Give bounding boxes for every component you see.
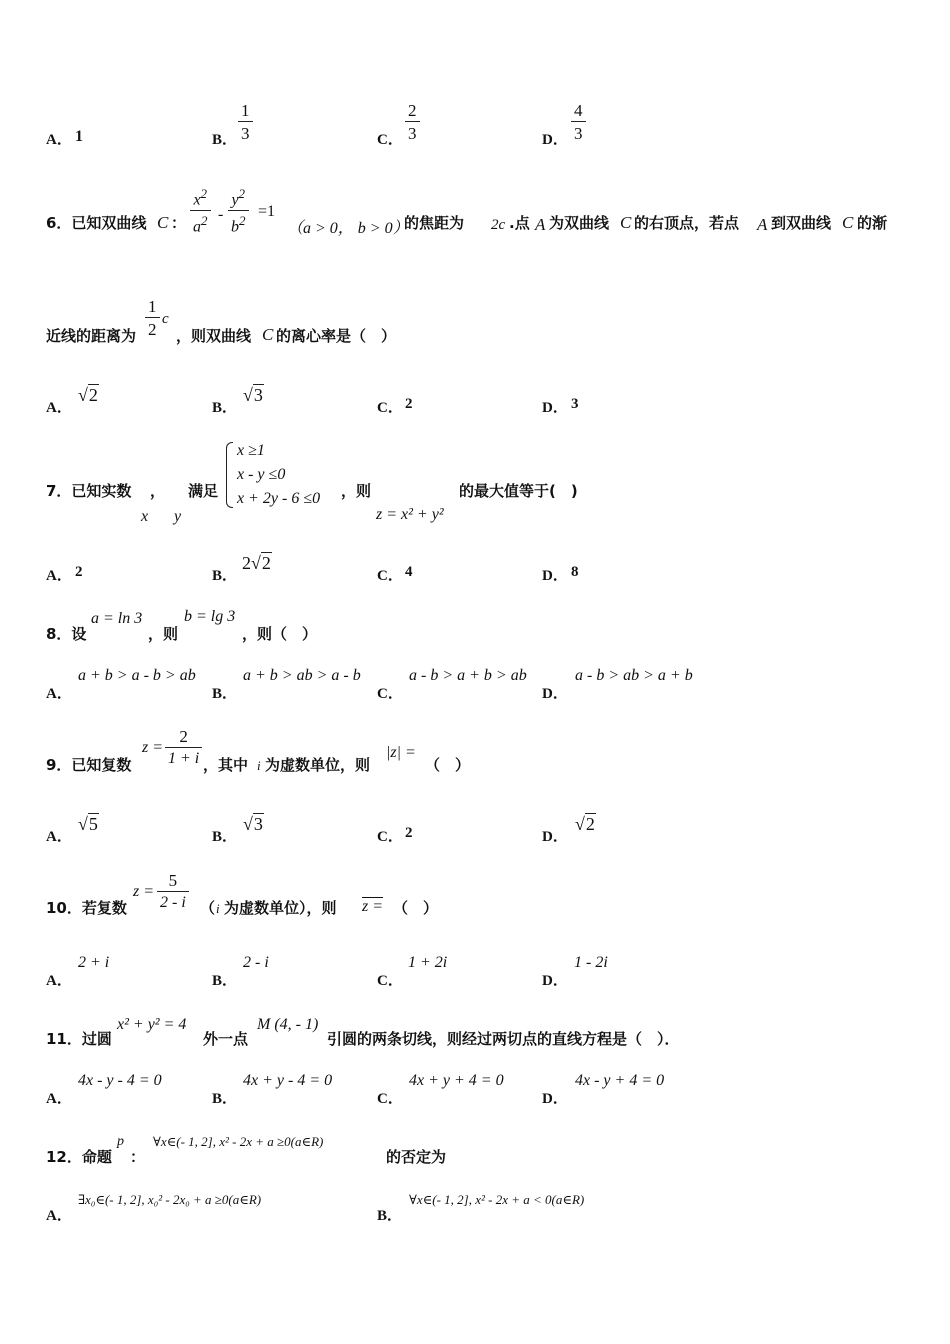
q9-stem-part1: 9．已知复数 [46, 756, 132, 774]
q12-option-a-value: ∃x₀∈(- 1, 2], x₀² - 2x₀ + a ≥0(a∈R) [78, 1192, 262, 1207]
q11-stem-part2: 外一点 [203, 1030, 249, 1048]
q6-var-c-4: C [262, 325, 274, 344]
q10-stem-part2: （ [200, 899, 216, 917]
q8-a-def: a = ln 3 [91, 610, 143, 627]
q6-option-c-label: C． [377, 400, 403, 416]
q11-circle-equation: x² + y² = 4 [117, 1016, 187, 1033]
q8-stem-part2: ，则（ ） [242, 625, 318, 643]
denominator: 1 + i [165, 747, 202, 767]
q7-var-y: y [174, 508, 182, 525]
q10-option-d-label: D． [542, 973, 568, 989]
q6-stem-part2: 的焦距为 [404, 214, 465, 232]
numerator: 4 [574, 101, 583, 120]
q6-stem-part4: 为双曲线 [549, 214, 610, 232]
q6-half-fraction [145, 298, 160, 338]
denominator: 3 [405, 121, 420, 142]
q11-option-d-value: 4x - y + 4 = 0 [575, 1072, 665, 1089]
q5-option-c-fraction [405, 102, 420, 142]
denominator: $b^2$ [228, 210, 249, 235]
q7-comma: ， [150, 482, 166, 500]
q7-constraint-system [226, 442, 320, 508]
q7-option-b-value: 2√2 [242, 553, 271, 573]
q9-fraction [165, 728, 202, 767]
q11-point-m: M (4, - 1) [257, 1016, 319, 1033]
q6-colon: ： [171, 214, 187, 232]
q8-option-c-label: C． [377, 686, 403, 702]
q10-stem-part4: （ ） [393, 899, 439, 917]
q12-proposition: ∀x∈(- 1, 2], x² - 2x + a ≥0(a∈R) [153, 1134, 324, 1149]
q10-option-d-value: 1 - 2i [574, 954, 608, 971]
denominator: $a^2$ [190, 210, 211, 235]
q6-option-c-value: 2 [405, 396, 413, 412]
q6-option-b-sqrt: √3 [243, 385, 263, 405]
q12-option-b-label: B． [377, 1208, 403, 1224]
q10-stem-part1: 10．若复数 [46, 899, 127, 917]
numerator: $y^2$ [231, 186, 246, 209]
q6-c: c [162, 311, 169, 327]
q9-option-d-sqrt: √2 [575, 814, 595, 834]
q8-stem-part1: 8．设 [46, 625, 87, 643]
q6-y2-over-b2 [228, 187, 249, 236]
q10-z-bar: z = [362, 898, 384, 915]
q6-stem-part10: 的离心率是（ ） [276, 327, 397, 345]
q9-option-b-label: B． [212, 829, 238, 845]
q7-option-b-label: B． [212, 568, 238, 584]
denominator: 2 [145, 317, 160, 338]
q6-condition: （a > 0， b > 0） [287, 220, 409, 237]
q8-option-b-label: B． [212, 686, 238, 702]
q6-stem-part8: 近线的距离为 [46, 327, 137, 345]
q10-option-c-value: 1 + 2i [408, 954, 448, 971]
q8-option-a-value: a + b > a - b > ab [78, 667, 196, 684]
q10-i: i [216, 901, 220, 916]
q12-stem-part2: 的否定为 [386, 1148, 447, 1166]
q10-fraction [157, 872, 189, 911]
q9-option-a-label: A． [46, 829, 72, 845]
q6-option-d-label: D． [542, 400, 568, 416]
q6-option-a-sqrt: √2 [78, 385, 98, 405]
q10-option-c-label: C． [377, 973, 403, 989]
q12-stem-part1: 12．命题 [46, 1148, 112, 1166]
q11-option-c-value: 4x + y + 4 = 0 [409, 1072, 504, 1089]
q6-stem-part9: ，则双曲线 [176, 327, 252, 345]
q10-z-equals: z = [133, 883, 155, 900]
q9-option-b-sqrt: √3 [243, 814, 263, 834]
q6-var-a-2: A [757, 215, 768, 234]
q5-option-b-fraction [238, 102, 253, 142]
q9-stem-part2: ，其中 [203, 756, 249, 774]
q10-option-b-value: 2 - i [243, 954, 269, 971]
numerator: 2 [408, 101, 417, 120]
q6-stem-part1: 6．已知双曲线 [46, 214, 147, 232]
q6-var-c-2: C [620, 213, 632, 232]
constraint-2: x - y ≤0 [237, 466, 286, 483]
numerator: 2 [179, 727, 188, 746]
q5-option-b-label: B． [212, 132, 238, 148]
q5-option-c-label: C． [377, 132, 403, 148]
q8-option-c-value: a - b > a + b > ab [409, 667, 527, 684]
q10-option-a-value: 2 + i [78, 954, 110, 971]
q12-colon: ： [130, 1148, 146, 1166]
q11-stem-part3: 引圆的两条切线，则经过两切点的直线方程是（ ）． [327, 1030, 680, 1048]
q6-option-a-label: A． [46, 400, 72, 416]
q10-option-a-label: A． [46, 973, 72, 989]
q9-option-c-label: C． [377, 829, 403, 845]
brace [226, 442, 233, 508]
numerator: 1 [148, 297, 157, 316]
q11-option-a-label: A． [46, 1091, 72, 1107]
q11-option-a-value: 4x - y - 4 = 0 [78, 1072, 162, 1089]
q8-option-d-value: a - b > ab > a + b [575, 667, 693, 684]
q9-option-c-value: 2 [405, 825, 413, 841]
numerator: 1 [241, 101, 250, 120]
q8-b-def: b = lg 3 [184, 608, 236, 625]
q11-option-b-label: B． [212, 1091, 238, 1107]
q5-option-d-fraction [571, 102, 586, 142]
q6-option-d-value: 3 [571, 396, 579, 412]
q7-option-c-value: 4 [405, 564, 413, 580]
q7-var-x: x [141, 508, 149, 525]
q6-stem-part5: 的右顶点，若点 [634, 214, 740, 232]
q7-option-a-label: A． [46, 568, 72, 584]
q5-option-d-label: D． [542, 132, 568, 148]
q9-i: i [257, 758, 261, 773]
q6-stem-part7: 的渐 [857, 214, 888, 232]
q6-2c: 2c [491, 217, 506, 233]
q7-option-a-value: 2 [75, 564, 83, 580]
q11-option-c-label: C． [377, 1091, 403, 1107]
q9-option-d-label: D． [542, 829, 568, 845]
q7-stem-part1: 7．已知实数 [46, 482, 132, 500]
numerator: 5 [168, 871, 178, 890]
q8-option-b-value: a + b > ab > a - b [243, 667, 361, 684]
q5-option-a-label: A． [46, 132, 72, 148]
numerator: $x^2$ [193, 186, 208, 209]
q7-stem-part3: ，则 [341, 482, 372, 500]
q7-option-d-value: 8 [571, 564, 579, 580]
q6-stem-part3: .点 [509, 214, 530, 232]
q7-objective: z = x² + y² [376, 506, 444, 523]
q11-option-d-label: D． [542, 1091, 568, 1107]
q9-option-a-sqrt: √5 [78, 814, 98, 834]
denominator: 3 [571, 121, 586, 142]
q6-var-a: A [535, 215, 546, 234]
q6-minus: - [218, 206, 224, 223]
constraint-1: x ≥1 [237, 442, 265, 459]
q11-stem-part1: 11．过圆 [46, 1030, 112, 1048]
constraint-rows [237, 442, 320, 508]
q6-var-c: C [157, 213, 169, 232]
denominator: 3 [238, 121, 253, 142]
q6-stem-part6: 到双曲线 [771, 214, 832, 232]
q6-option-b-label: B． [212, 400, 238, 416]
q12-option-a-label: A． [46, 1208, 72, 1224]
q9-stem-part4: （ ） [425, 756, 471, 774]
q12-var-p: p [117, 1134, 124, 1149]
q8-comma-then: ，则 [148, 625, 179, 643]
q8-option-d-label: D． [542, 686, 568, 702]
q7-stem-part4: 的最大值等于( ) [459, 482, 578, 500]
q9-z-equals: z = [142, 739, 164, 756]
denominator: 2 - i [157, 891, 189, 911]
q11-option-b-value: 4x + y - 4 = 0 [243, 1072, 333, 1089]
q5-option-a-value: 1 [75, 128, 83, 145]
q6-x2-over-a2 [190, 187, 211, 236]
q7-option-d-label: D． [542, 568, 568, 584]
q6-var-c-3: C [842, 213, 854, 232]
q10-option-b-label: B． [212, 973, 238, 989]
q9-abs-z: |z| = [386, 744, 416, 761]
q6-equals-one: =1 [258, 203, 276, 220]
q7-stem-part2: 满足 [188, 482, 219, 500]
q10-stem-part3: 为虚数单位），则 [224, 899, 337, 917]
q12-option-b-value: ∀x∈(- 1, 2], x² - 2x + a < 0(a∈R) [409, 1192, 585, 1207]
q9-stem-part3: 为虚数单位，则 [265, 756, 371, 774]
q7-option-c-label: C． [377, 568, 403, 584]
constraint-3: x + 2y - 6 ≤0 [237, 490, 321, 507]
q8-option-a-label: A． [46, 686, 72, 702]
